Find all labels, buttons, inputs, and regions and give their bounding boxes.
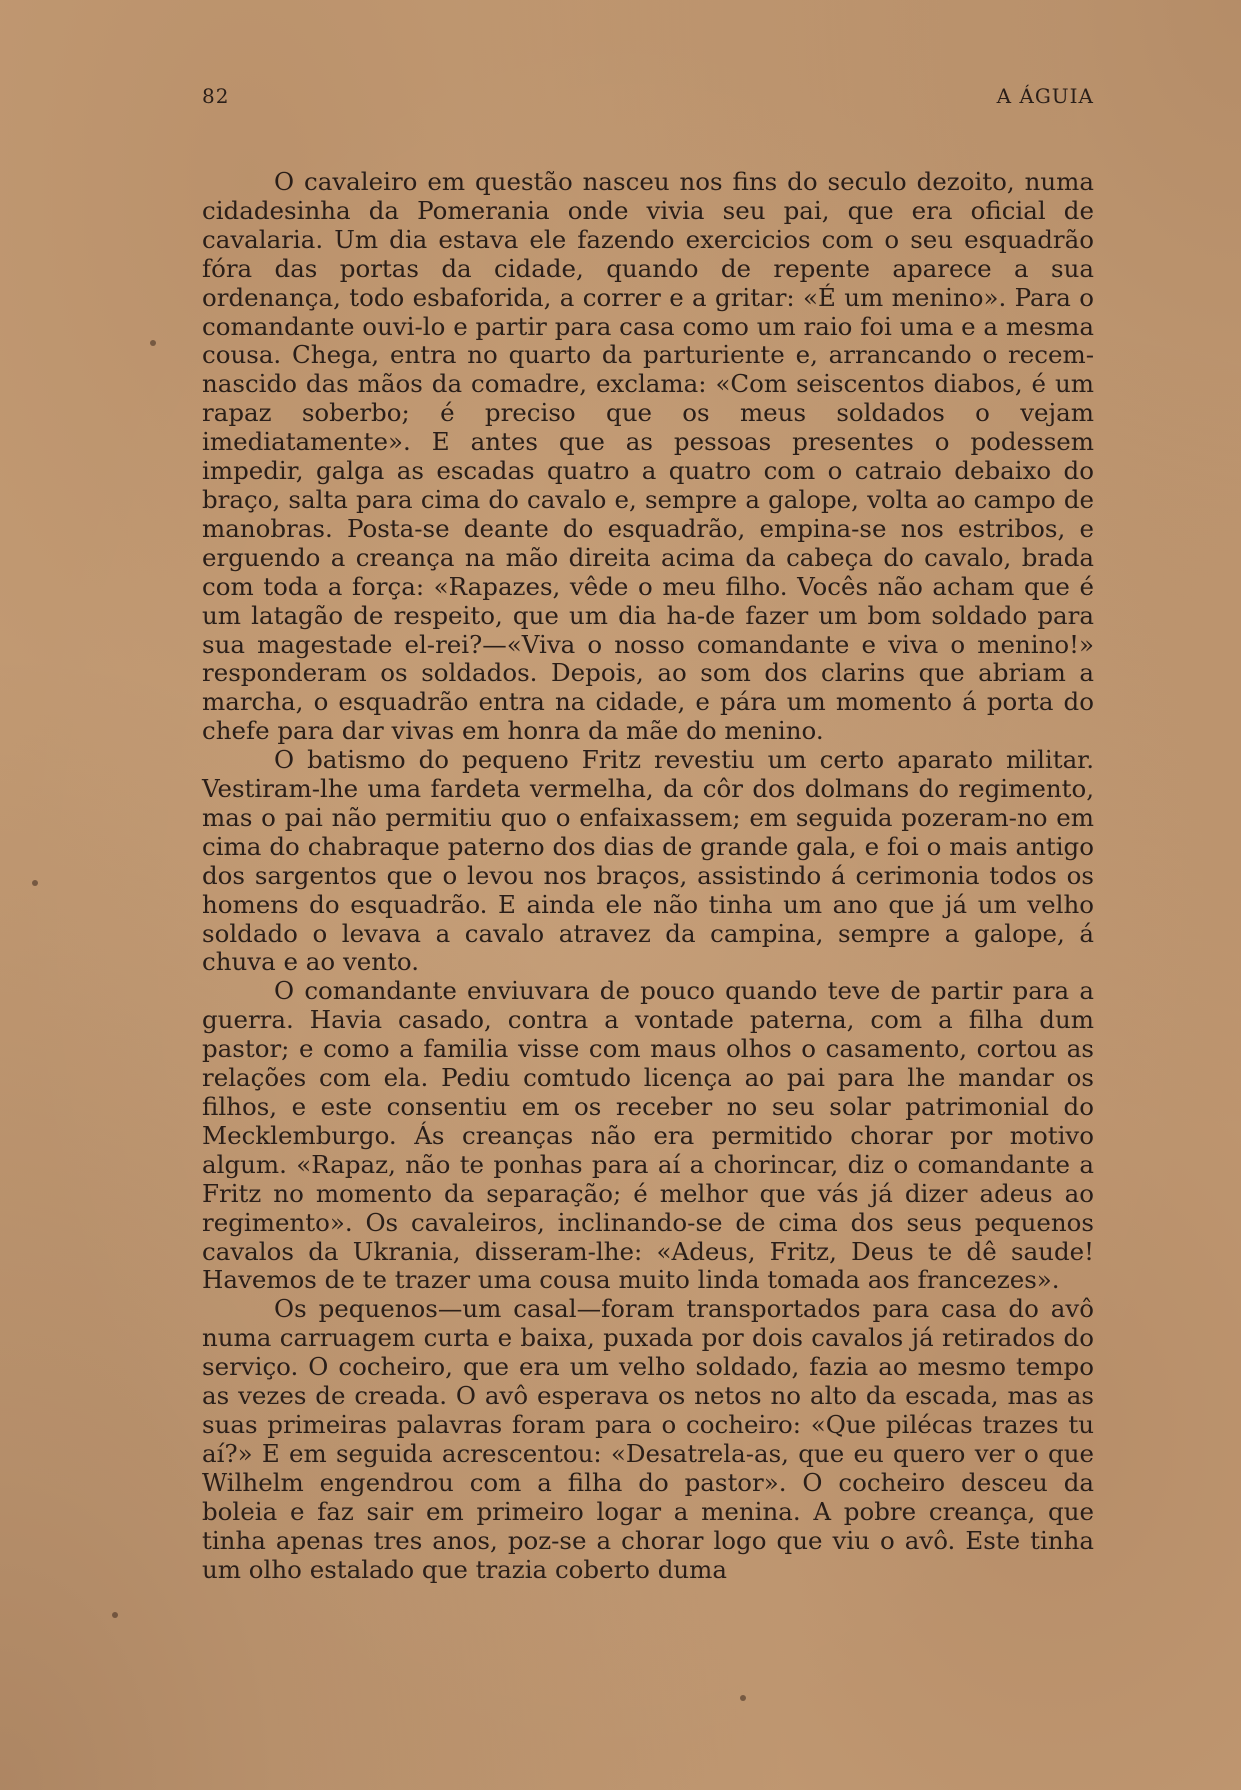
page-number: 82 — [202, 84, 230, 108]
paper-speck — [112, 1612, 118, 1618]
paragraph-4: Os pequenos—um casal—foram transportados para casa do avô numa carruagem curta e baixa, puxada por dois cavalos já retirados do serviço. O cocheiro, que era um velho soldado, fazia ao mesmo tempo as vezes de creada. O avô esperava os netos no alto da escada, mas as suas primeiras palavras foram para o cocheiro: «Que pilécas trazes tu aí?» E em seguida acrescentou: «Desatrela-as, que eu quero ver o que Wilhelm engendrou com a filha do pastor». O cocheiro desceu da boleia e faz sair em primeiro logar a menina. A pobre creança, que tinha apenas tres anos, poz-se a chorar logo que viu o avô. Este tinha um olho estalado que trazia coberto duma — [202, 1294, 1094, 1584]
paper-speck — [740, 1695, 746, 1701]
paper-speck — [150, 340, 156, 346]
page-header — [202, 84, 1094, 120]
body-text — [202, 168, 1094, 1584]
paper-speck — [32, 880, 38, 886]
paragraph-2: O batismo do pequeno Fritz revestiu um certo aparato militar. Vestiram-lhe uma fardeta vermelha, da côr dos dolmans do regimento, mas o pai não permitiu quo o enfaixassem; em seguida pozeram-no em cima do chabraque paterno dos dias de grande gala, e foi o mais antigo dos sargentos que o levou nos braços, assistindo á cerimonia todos os homens do esquadrão. E ainda ele não tinha um ano que já um velho soldado o levava a cavalo atravez da campina, sempre a galope, á chuva e ao vento. — [202, 745, 1094, 977]
paragraph-3: O comandante enviuvara de pouco quando teve de partir para a guerra. Havia casado, contra a vontade paterna, com a filha dum pastor; e como a familia visse com maus olhos o casamento, cortou as relações com ela. Pediu comtudo licença ao pai para lhe mandar os filhos, e este consentiu em os receber no seu solar patrimonial do Mecklemburgo. Ás creanças não era permitido chorar por motivo algum. «Rapaz, não te ponhas para aí a chorincar, diz o comandante a Fritz no momento da separação; é melhor que vás já dizer adeus ao regimento». Os cavaleiros, inclinando-se de cima dos seus pequenos cavalos da Ukrania, disseram-lhe: «Adeus, Fritz, Deus te dê saude! Havemos de te trazer uma cousa muito linda tomada aos francezes». — [202, 976, 1094, 1295]
paragraph-1: O cavaleiro em questão nasceu nos fins do seculo dezoito, numa cidadesinha da Pomerania onde vivia seu pai, que era oficial de cavalaria. Um dia estava ele fazendo exercicios com o seu esquadrão fóra das portas da cidade, quando de repente aparece a sua ordenança, todo esbaforida, a correr e a gritar: «É um menino». Para o comandante ouvi-lo e partir para casa como um raio foi uma e a mesma cousa. Chega, entra no quarto da parturiente e, arrancando o recem-nascido das mãos da comadre, exclama: «Com seiscentos diabos, é um rapaz soberbo; é preciso que os meus soldados o vejam imediatamente». E antes que as pessoas presentes o podessem impedir, galga as escadas quatro a quatro com o catraio debaixo do braço, salta para cima do cavalo e, sempre a galope, volta ao campo de manobras. Posta-se deante do esquadrão, empina-se nos estribos, e erguendo a creança na mão direita acima da cabeça do cavalo, brada com toda a força: «Rapazes, vêde o meu filho. Vocês não acham que é um latagão de respeito, que um dia ha-de fazer um bom soldado para sua magestade el-rei?—«Viva o nosso comandante e viva o menino!» responderam os soldados. Depois, ao som dos clarins que abriam a marcha, o esquadrão entra na cidade, e pára um momento á porta do chefe para dar vivas em honra da mãe do menino. — [202, 167, 1094, 746]
running-title: A ÁGUIA — [996, 84, 1094, 108]
